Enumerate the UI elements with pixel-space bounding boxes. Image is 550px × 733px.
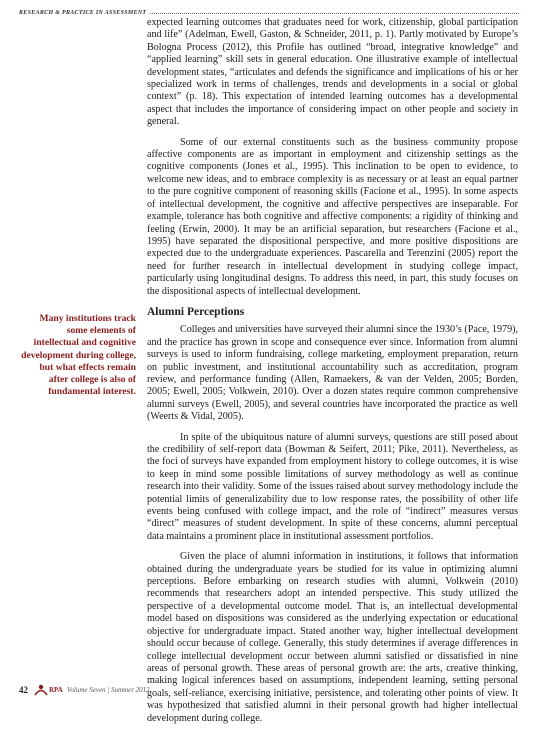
pull-quote: Many institutions track some elements of intellectual and cognitive development during college, but what effects remain after college is also of fundamental interest. — [21, 313, 136, 398]
running-header — [19, 10, 519, 16]
running-title: RESEARCH & PRACTICE IN ASSESSMENT — [19, 10, 147, 16]
rpa-logo-icon — [34, 684, 48, 696]
issue-info: Volume Seven | Summer 2012 — [66, 686, 150, 694]
paragraph-1: expected learning outcomes that graduates need for work, citizenship, global participation and life” (Adelman, Ewell, Gaston, & Schneider, 2011, p. 1). Partly motivated by Europe’s Bologna Process (2012), this Profile has outlined “broad, integrative knowledge” and “applied learning” skill sets in general education. One illustrative example of intellectual development states, “articulates and defends the significance and implications of his or her specialized work in terms of challenges, trends and developments in a social or global context” (p. 18). This expectation of intended learning outcomes has a developmental aspect that includes the importance of considering impact on other people and society in general. — [147, 17, 518, 128]
rpa-logo-text: RPA — [49, 686, 63, 694]
section-heading: Alumni Perceptions — [147, 305, 245, 318]
rpa-logo — [34, 684, 63, 696]
article-body — [147, 17, 518, 733]
page-number: 42 — [19, 685, 28, 695]
paragraph-2: Some of our external constituents such as the business community propose affective components are as important in employment and citizenship settings as the cognitive components (Jones et al., 1995). This inclination to be open to evidence, to welcome new ideas, and to embrace complexity is as necessary or at least an equal partner to the pure cognitive component of reasoning skills (Facione et al., 1995). In some aspects of intellectual development, the cognitive and affective perspectives are inseparable. For example, tolerance has both cognitive and affective components: a rigidity of thinking and feeling (Erwin, 2000). It may be an artificial separation, but researchers (Facione et al., 1995) have separated the dispositional perspective, and more positive dispositions are expected due to the undergraduate experiences. Pascarella and Terenzini (2005) report the need for further research in intellectual development in studying college impact, particularly using longitudinal designs. To address this need, in part, this study focuses on the dispositional aspects of intellectual development. — [147, 136, 518, 297]
paragraph-3: Colleges and universities have surveyed their alumni since the 1930’s (Pace, 1979), and the practice has grown in scope and consequence ever since. Information from alumni surveys is used to inform fundraising, college marketing, employment preparation, return on public investment, and institutional accountability such as accreditation, program review, and performance funding (Allen, Ramaekers, & van der Velden, 2005; Borden, 2005; Ewell, 2005; Volkwein, 2010). Over a dozen states require common comprehensive alumni surveys (Ewell, 2005), and several countries have incorporated the practice as well (Weerts & Vidal, 2005). — [147, 324, 518, 423]
paragraph-5: Given the place of alumni information in institutions, it follows that information obtained during the undergraduate years be studied for its value in optimizing alumni perceptions. Before embarking on research studies with alumni, Volkwein (2010) recommends that researchers adopt an intended perspective. This study utilized the perspective of a developmental outcome model. That is, an intellectual developmental model based on dispositions was considered as the underlying expectation or educational objective for undergraduate impact. Stated another way, higher intellectual development should occur because of college. Generally, this study determines if average differences in college intellectual development occur between alumni satisfied or dissatisfied in nine areas of personal growth. These areas of personal growth are: the arts, creative thinking, making logical inferences based on assumptions, independent learning, setting personal goals, self-reliance, exercising initiative, persistence, and tolerating other points of view. It was hypothesized that satisfied alumni in their personal growth had higher intellectual development during college. — [147, 551, 518, 724]
paragraph-4: In spite of the ubiquitous nature of alumni surveys, questions are still posed about the credibility of self-report data (Bowman & Seifert, 2011; Pike, 2011). Nevertheless, as the foci of surveys have expanded from employment history to college outcomes, it is wise to keep in mind some possible limitations of survey methodology as well as continue research into their validity. Some of the issues raised about survey methodology include the potential limits of generalizability due to low response rates, the possibility of other life events being confused with college impact, and the role of “indirect” measures versus “direct” measures of student development. In spite of these concerns, alumni perceptual data maintains a prominent place in institutional assessment portfolios. — [147, 431, 518, 542]
header-dotted-rule — [150, 13, 519, 14]
page-footer — [19, 684, 150, 696]
